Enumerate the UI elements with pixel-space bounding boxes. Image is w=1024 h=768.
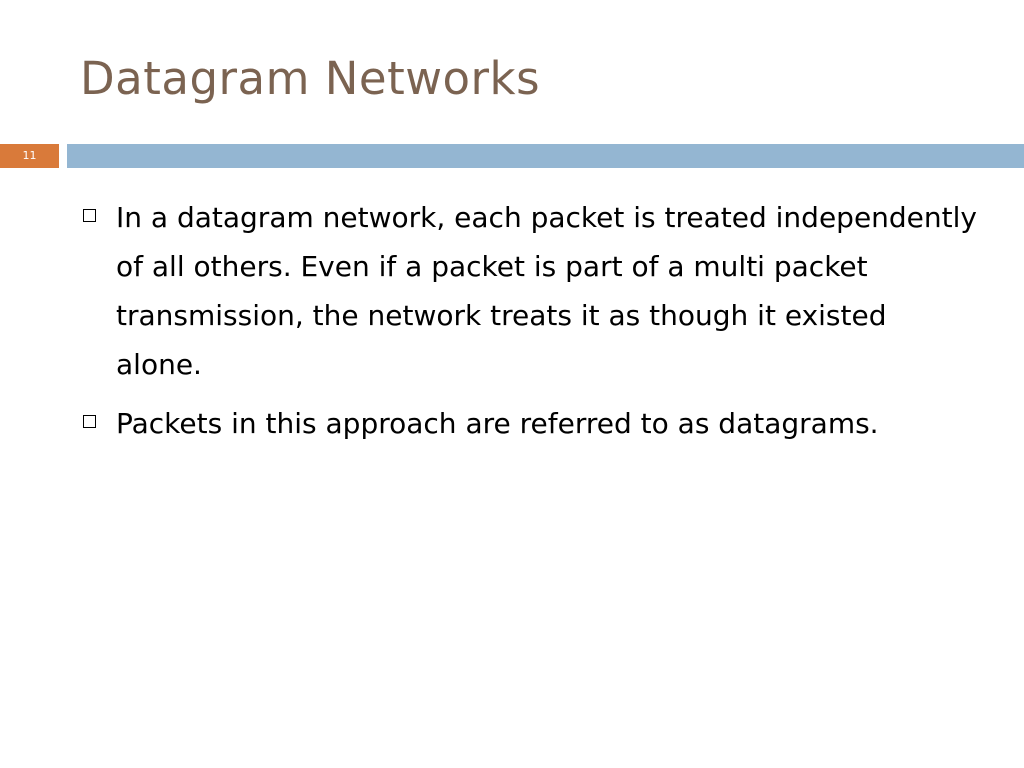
slide-number: 11 [0, 144, 59, 168]
bullet-list [80, 193, 980, 458]
bullet-text: Packets in this approach are referred to as datagrams. [116, 407, 879, 440]
bullet-item [80, 399, 980, 448]
bullet-text: In a datagram network, each packet is treated independently of all others. Even if a packet is part of a multi packet transmission, the network treats it as though it existed alone. [116, 201, 977, 381]
title-rule [67, 144, 1024, 168]
hollow-square-bullet-icon [83, 209, 96, 222]
bullet-item [80, 193, 980, 389]
hollow-square-bullet-icon [83, 415, 96, 428]
slide-title: Datagram Networks [80, 52, 541, 105]
